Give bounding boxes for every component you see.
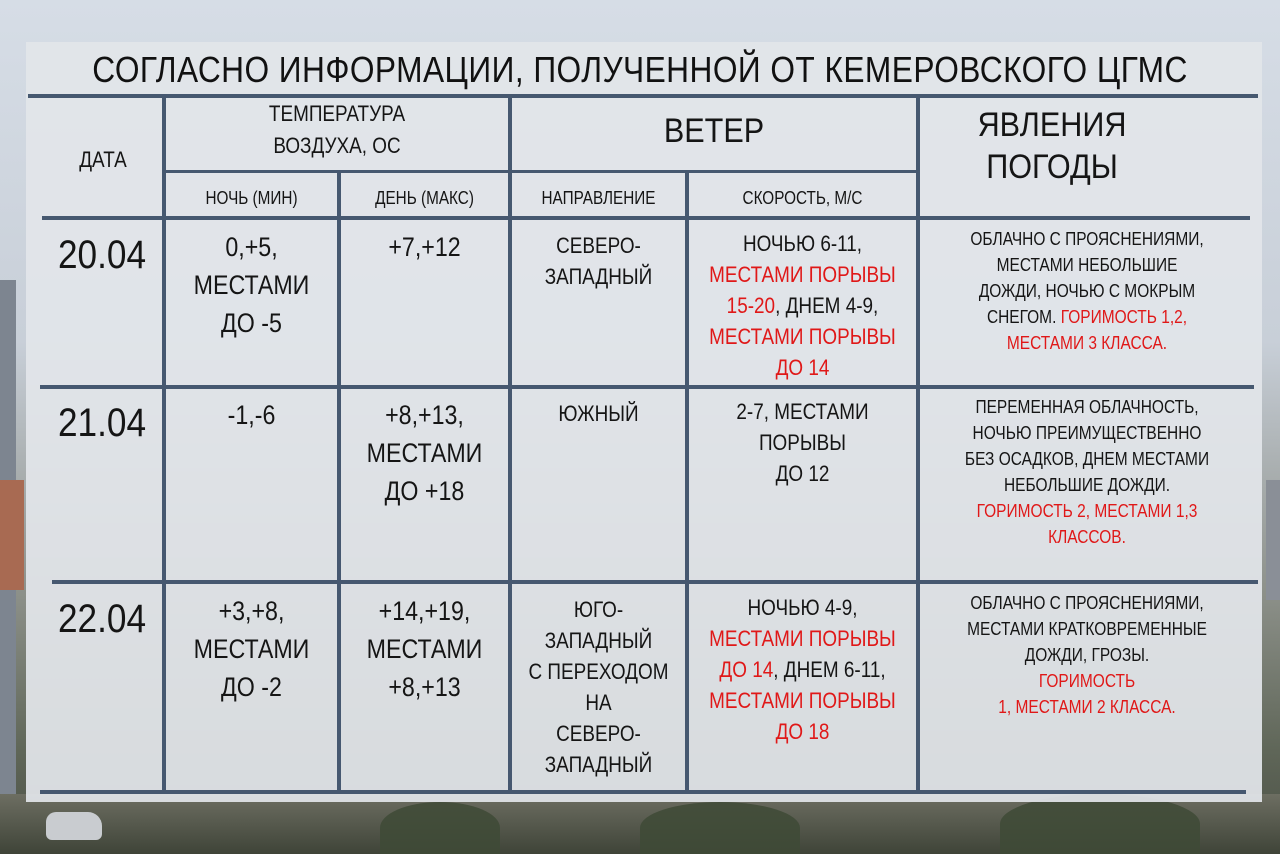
speed-line-part: 2-7, МЕСТАМИ — [736, 399, 869, 424]
night-temp-line: +3,+8, — [218, 596, 285, 626]
grid-line — [508, 98, 512, 790]
speed-line-part: 15-20 — [726, 293, 776, 318]
background-tree — [1000, 794, 1200, 854]
row-wind-direction — [524, 398, 673, 429]
row-day-temp — [353, 228, 497, 266]
direction-line: ЗАПАДНЫЙ — [544, 752, 653, 777]
direction-line: НА — [585, 690, 612, 715]
phenomena-line — [945, 420, 1229, 446]
night-temp-line: ДО -2 — [221, 672, 282, 702]
day-temp-line: +8,+13 — [388, 672, 461, 702]
speed-line-part: ДО 14 — [719, 657, 774, 682]
header-wind: ВЕТЕР — [663, 112, 765, 150]
header-phenomena-line: ЯВЛЕНИЯ — [977, 106, 1127, 144]
phenomena-line-part: ГОРИМОСТЬ 1,2, — [1060, 307, 1188, 327]
grid-line — [337, 173, 341, 790]
grid-line — [164, 170, 918, 173]
speed-line — [705, 228, 900, 259]
direction-line: СЕВЕРО- — [556, 233, 641, 258]
speed-line-part: ДО 18 — [775, 719, 830, 744]
day-temp-line: +8,+13, — [385, 400, 464, 430]
background-car — [46, 812, 102, 840]
phenomena-line — [945, 472, 1229, 498]
speed-line — [705, 352, 900, 383]
phenomena-line — [945, 394, 1229, 420]
night-temp-line: 0,+5, — [225, 232, 278, 262]
direction-line: ЗАПАДНЫЙ — [544, 264, 653, 289]
speed-line-part: МЕСТАМИ ПОРЫВЫ — [709, 324, 896, 349]
phenomena-line — [945, 446, 1229, 472]
speed-line-part: НОЧЬЮ 4-9, — [747, 595, 858, 620]
direction-line: ЮЖНЫЙ — [558, 401, 639, 426]
speed-line — [705, 654, 900, 685]
row-night-temp — [178, 228, 325, 342]
background-building — [0, 480, 24, 590]
grid-line — [916, 98, 920, 790]
phenomena-line — [945, 304, 1229, 330]
phenomena-line-part: ОБЛАЧНО С ПРОЯСНЕНИЯМИ, — [970, 229, 1204, 249]
day-temp-line: ДО +18 — [384, 476, 465, 506]
phenomena-line-part: КЛАССОВ. — [1048, 527, 1126, 547]
speed-line-part: НОЧЬЮ 6-11, — [742, 231, 863, 256]
row-wind-speed — [705, 228, 900, 383]
background-building — [1266, 480, 1280, 600]
grid-line — [685, 173, 689, 790]
row-wind-speed — [705, 396, 900, 489]
row-date: 21.04 — [57, 401, 147, 445]
row-weather-phenomena — [945, 590, 1229, 720]
phenomena-line — [945, 278, 1229, 304]
phenomena-line-part: БЕЗ ОСАДКОВ, ДНЕМ МЕСТАМИ — [964, 449, 1210, 469]
phenomena-line-part: МЕСТАМИ КРАТКОВРЕМЕННЫЕ — [967, 619, 1207, 639]
phenomena-line-part: 1, МЕСТАМИ 2 КЛАССА. — [998, 697, 1176, 717]
direction-line: ЮГО- — [573, 597, 624, 622]
speed-line — [705, 427, 900, 458]
header-date: ДАТА — [79, 147, 127, 172]
grid-line — [162, 98, 166, 790]
row-wind-direction — [524, 230, 673, 292]
phenomena-line — [945, 226, 1229, 252]
speed-line — [705, 321, 900, 352]
speed-line — [705, 592, 900, 623]
header-temperature — [190, 98, 484, 162]
row-weather-phenomena — [945, 226, 1229, 356]
speed-line — [705, 259, 900, 290]
day-temp-line: МЕСТАМИ — [366, 634, 483, 664]
day-temp-line: МЕСТАМИ — [366, 438, 483, 468]
speed-line-part: МЕСТАМИ ПОРЫВЫ — [709, 262, 896, 287]
row-night-temp — [178, 396, 325, 434]
speed-line — [705, 396, 900, 427]
row-wind-speed — [705, 592, 900, 747]
phenomena-line — [945, 642, 1229, 668]
phenomena-line-part: ГОРИМОСТЬ 2, МЕСТАМИ 1,3 — [976, 501, 1198, 521]
phenomena-line-part: НЕБОЛЬШИЕ ДОЖДИ. — [1003, 475, 1171, 495]
row-day-temp — [353, 592, 497, 706]
phenomena-line-part: СНЕГОМ. — [986, 307, 1061, 327]
phenomena-line — [945, 616, 1229, 642]
row-wind-direction — [524, 594, 673, 780]
phenomena-line — [945, 590, 1229, 616]
phenomena-line-part: МЕСТАМИ 3 КЛАССА. — [1006, 333, 1168, 353]
speed-line-part: , ДНЕМ 4-9, — [775, 293, 879, 318]
header-temperature-line: ТЕМПЕРАТУРА — [268, 101, 406, 126]
speed-line-part: МЕСТАМИ ПОРЫВЫ — [709, 688, 896, 713]
grid-line — [52, 580, 1258, 584]
direction-line: С ПЕРЕХОДОМ — [528, 659, 669, 684]
speed-line — [705, 685, 900, 716]
speed-line — [705, 716, 900, 747]
page-title: СОГЛАСНО ИНФОРМАЦИИ, ПОЛУЧЕННОЙ ОТ КЕМЕРОВСКОГО ЦГМС — [92, 49, 1188, 90]
speed-line-part: ДО 12 — [775, 461, 830, 486]
direction-line: СЕВЕРО- — [556, 721, 641, 746]
row-night-temp — [178, 592, 325, 706]
row-weather-phenomena — [945, 394, 1229, 550]
night-temp-line: МЕСТАМИ — [193, 270, 310, 300]
day-temp-line: +14,+19, — [378, 596, 471, 626]
phenomena-line — [945, 330, 1229, 356]
speed-line — [705, 623, 900, 654]
row-date: 22.04 — [57, 597, 147, 641]
grid-line — [40, 385, 1254, 389]
day-temp-line: +7,+12 — [388, 232, 461, 262]
direction-line: ЗАПАДНЫЙ — [544, 628, 653, 653]
row-date: 20.04 — [57, 233, 147, 277]
phenomena-line — [945, 524, 1229, 550]
header-night-min: НОЧЬ (МИН) — [205, 188, 298, 208]
phenomena-line — [945, 498, 1229, 524]
speed-line — [705, 290, 900, 321]
phenomena-line-part: ДОЖДИ, ГРОЗЫ. — [1024, 645, 1150, 665]
header-speed: СКОРОСТЬ, М/С — [742, 188, 863, 208]
header-phenomena-line: ПОГОДЫ — [986, 148, 1118, 186]
speed-line-part: ДО 14 — [775, 355, 830, 380]
phenomena-line — [945, 252, 1229, 278]
speed-line-part: ПОРЫВЫ — [758, 430, 847, 455]
background-tree — [380, 802, 500, 854]
header-phenomena — [933, 104, 1171, 188]
header-temperature-line: ВОЗДУХА, ОС — [273, 133, 401, 158]
background-tree — [640, 802, 800, 854]
night-temp-line: -1,-6 — [227, 400, 276, 430]
speed-line-part: , ДНЕМ 6-11, — [773, 657, 886, 682]
night-temp-line: ДО -5 — [221, 308, 282, 338]
phenomena-line-part: МЕСТАМИ НЕБОЛЬШИЕ — [996, 255, 1178, 275]
phenomena-line-part: ПЕРЕМЕННАЯ ОБЛАЧНОСТЬ, — [975, 397, 1199, 417]
night-temp-line: МЕСТАМИ — [193, 634, 310, 664]
phenomena-line — [945, 668, 1229, 694]
phenomena-line-part: НОЧЬЮ ПРЕИМУЩЕСТВЕННО — [972, 423, 1202, 443]
phenomena-line-part: ДОЖДИ, НОЧЬЮ С МОКРЫМ — [978, 281, 1196, 301]
speed-line-part: МЕСТАМИ ПОРЫВЫ — [709, 626, 896, 651]
phenomena-line — [945, 694, 1229, 720]
header-day-max: ДЕНЬ (МАКС) — [375, 188, 474, 208]
speed-line — [705, 458, 900, 489]
grid-line — [42, 216, 1250, 220]
phenomena-line-part: ГОРИМОСТЬ — [1038, 671, 1136, 691]
row-day-temp — [353, 396, 497, 510]
header-direction: НАПРАВЛЕНИЕ — [541, 188, 656, 208]
grid-line — [40, 790, 1246, 794]
phenomena-line-part: ОБЛАЧНО С ПРОЯСНЕНИЯМИ, — [970, 593, 1204, 613]
